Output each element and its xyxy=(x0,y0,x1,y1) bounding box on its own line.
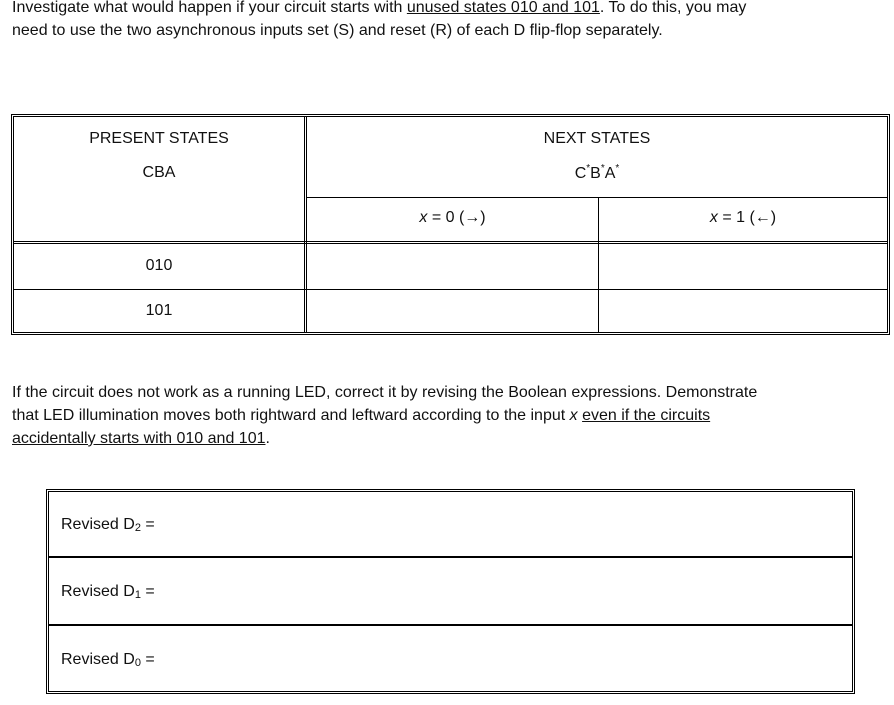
present-states-header: PRESENT STATES xyxy=(89,130,229,147)
revised-d0-label xyxy=(61,651,155,669)
revised-d0-eq: = xyxy=(140,651,155,668)
star-b: * xyxy=(600,163,605,174)
next-a: A xyxy=(604,165,616,182)
revised-d1-text: Revised D xyxy=(61,583,135,600)
intro-paragraph xyxy=(12,0,890,42)
intro-underlined-text: unused states 010 and 101 xyxy=(406,0,600,16)
revised-d0-row[interactable] xyxy=(49,628,852,691)
revised-d2-label xyxy=(61,516,155,534)
correction-underline-2: accidentally starts with 010 and 101 xyxy=(12,430,266,447)
revised-d1-sub: 1 xyxy=(134,589,141,601)
revised-d2-sub: 2 xyxy=(134,522,141,534)
revised-d1-label xyxy=(61,583,155,601)
next-states-sub xyxy=(307,163,887,183)
next-states-header: NEXT STATES xyxy=(543,130,651,147)
correction-paragraph xyxy=(12,381,890,450)
revised-equations-table xyxy=(46,489,855,694)
revised-d1-eq: = xyxy=(140,583,155,600)
x1-var: x xyxy=(709,209,718,226)
present-states-sub: CBA xyxy=(142,164,176,181)
header-separator xyxy=(14,241,887,244)
correction-x: x xyxy=(569,407,578,424)
star-a: * xyxy=(615,163,620,174)
table-row-state: 101 xyxy=(145,302,173,319)
x0-var: x xyxy=(419,209,428,226)
intro-text-a: Investigate what would happen if your circuit starts with xyxy=(12,0,407,16)
revised-d0-sub: 0 xyxy=(134,657,141,669)
x0-label: = 0 (→) xyxy=(427,209,486,226)
revised-d2-eq: = xyxy=(140,516,155,533)
revised-d2-row[interactable] xyxy=(49,492,852,558)
row-separator xyxy=(14,289,887,290)
x1-label: = 1 (←) xyxy=(717,209,777,226)
next-state-header-line xyxy=(307,197,887,198)
table-row-state: 010 xyxy=(145,257,173,274)
next-c: C xyxy=(574,165,587,182)
x0-header xyxy=(307,209,598,227)
correction-period: . xyxy=(265,430,270,447)
correction-line2-a: that LED illumination moves both rightward and leftward according to the input xyxy=(12,407,570,424)
correction-line1: If the circuit does not work as a running LED, correct it by revising the Boolean expressions. Demonstrate xyxy=(12,384,758,401)
star-c: * xyxy=(586,163,591,174)
intro-text-b: . To do this, you may xyxy=(599,0,747,16)
revised-d0-text: Revised D xyxy=(61,651,135,668)
x1-header xyxy=(599,209,887,227)
next-b: B xyxy=(590,165,601,182)
revised-d2-text: Revised D xyxy=(61,516,135,533)
revised-d1-row[interactable] xyxy=(49,560,852,626)
correction-underline-1: even if the circuits xyxy=(582,407,711,424)
intro-text-line2: need to use the two asynchronous inputs set (S) and reset (R) of each D flip-flop separately. xyxy=(12,22,663,39)
state-table xyxy=(11,114,890,335)
